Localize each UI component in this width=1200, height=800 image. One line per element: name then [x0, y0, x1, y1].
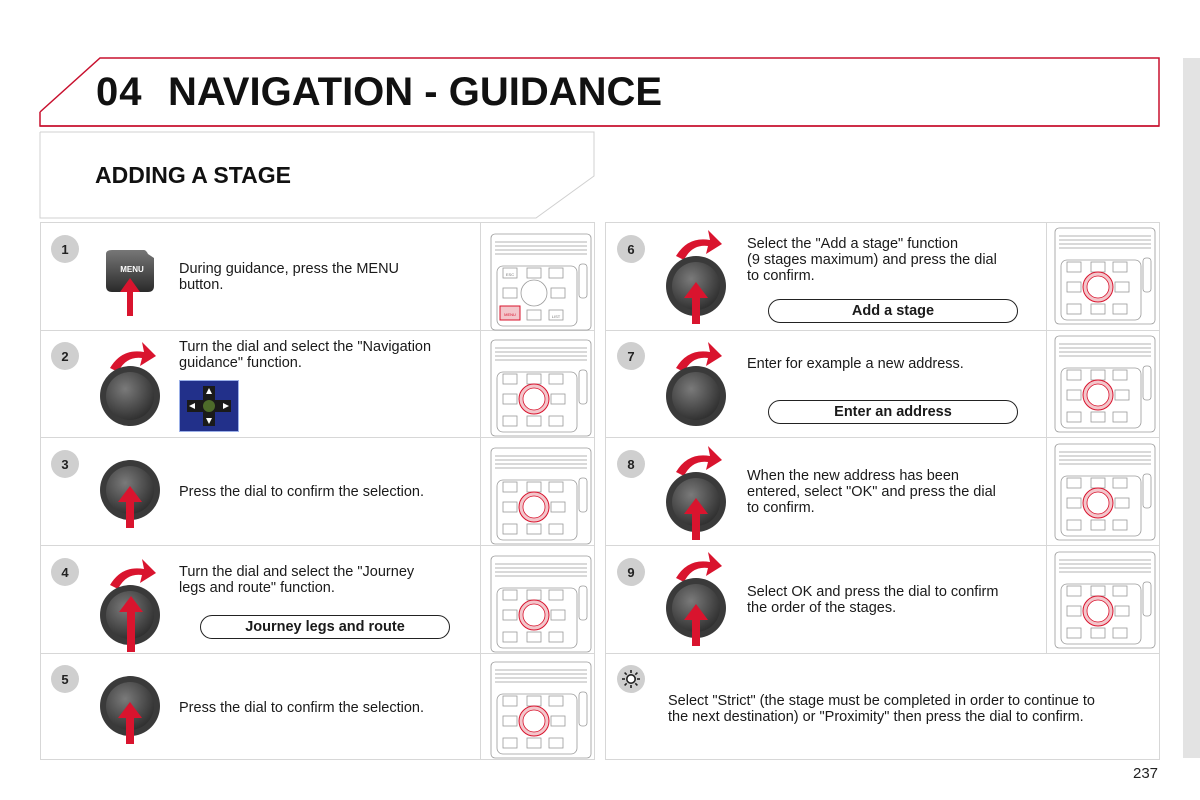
section-title-box: [0, 130, 600, 222]
dial-turn-icon: [96, 338, 166, 428]
side-tab-strip: [1183, 58, 1200, 758]
text-line: the next destination) or "Proximity" then press the dial to confirm.: [668, 709, 1084, 725]
control-panel-thumbnail: [489, 338, 593, 438]
dial-press-icon: [96, 668, 166, 748]
sun-tip-icon: [621, 669, 641, 689]
divider: [480, 222, 481, 654]
text-line: During guidance, press the MENU: [179, 261, 400, 277]
step-number-badge: 7: [617, 342, 645, 370]
step-number-badge: 2: [51, 342, 79, 370]
text-line: button.: [179, 277, 224, 293]
text-line: Select OK and press the dial to confirm: [747, 584, 999, 600]
step-number-badge: 6: [617, 235, 645, 263]
step-number-badge: 1: [51, 235, 79, 263]
control-panel-thumbnail: [1053, 226, 1157, 326]
section-title: ADDING A STAGE: [95, 162, 291, 188]
navigation-cross-icon: [179, 380, 239, 432]
text-line: Select "Strict" (the stage must be completed in order to continue to: [668, 693, 1095, 709]
step-2-text: [179, 339, 469, 371]
text-line: entered, select "OK" and press the dial: [747, 484, 996, 500]
page-number: 237: [1133, 765, 1159, 782]
step-number-badge: 9: [617, 558, 645, 586]
control-panel-thumbnail: [1053, 550, 1157, 650]
menu-button-icon: [100, 246, 160, 318]
step-number-badge: 3: [51, 450, 79, 478]
text-line: Press the dial to confirm the selection.: [179, 484, 425, 500]
text-line: to confirm.: [747, 500, 815, 516]
control-panel-thumbnail: [489, 232, 593, 332]
control-panel-thumbnail: [489, 446, 593, 546]
tip-badge: [617, 665, 645, 693]
control-panel-thumbnail: [489, 660, 593, 760]
text-line: to confirm.: [747, 268, 815, 284]
panel-list-label: LIST: [551, 314, 561, 319]
step-number-badge: 8: [617, 450, 645, 478]
step-4-text: [179, 564, 469, 596]
step-8-text: [747, 468, 1042, 516]
step-1-text: [179, 261, 469, 293]
text-line: the order of the stages.: [747, 600, 897, 616]
chapter-title: NAVIGATION - GUIDANCE: [168, 70, 663, 114]
journey-legs-button[interactable]: Journey legs and route: [200, 615, 450, 639]
text-line: Turn the dial and select the "Journey: [179, 564, 415, 580]
step-number-badge: 4: [51, 558, 79, 586]
control-panel-thumbnail: [1053, 442, 1157, 542]
control-panel-thumbnail: [489, 554, 593, 654]
step-5-text: [179, 700, 469, 716]
enter-address-button[interactable]: Enter an address: [768, 400, 1018, 424]
step-6-text: [747, 236, 1042, 284]
panel-menu-label: MENU: [504, 312, 516, 317]
step-number-badge: 5: [51, 665, 79, 693]
dial-turn-press-icon: [662, 548, 732, 648]
menu-button-label: MENU: [120, 265, 144, 274]
add-stage-button[interactable]: Add a stage: [768, 299, 1018, 323]
text-line: Select the "Add a stage" function: [747, 236, 959, 252]
text-line: (9 stages maximum) and press the dial: [747, 252, 997, 268]
step-7-text: [747, 356, 1042, 372]
step-3-text: [179, 484, 469, 500]
text-line: legs and route" function.: [179, 580, 335, 596]
panel-esc-label: ESC: [505, 272, 515, 277]
text-line: Press the dial to confirm the selection.: [179, 700, 425, 716]
text-line: Enter for example a new address.: [747, 356, 964, 372]
divider: [480, 653, 481, 760]
dial-press-icon: [96, 452, 166, 532]
tip-text: [668, 693, 1153, 725]
dial-turn-press-icon: [662, 226, 732, 326]
text-line: Turn the dial and select the "Navigation: [179, 339, 432, 355]
press-arrow-icon: [118, 596, 144, 654]
control-panel-thumbnail: [1053, 334, 1157, 434]
dial-turn-icon: [662, 338, 732, 428]
step-9-text: [747, 584, 1042, 616]
text-line: When the new address has been: [747, 468, 959, 484]
dial-turn-press-icon: [662, 442, 732, 542]
divider: [1046, 222, 1047, 654]
chapter-number: 04: [96, 70, 143, 114]
text-line: guidance" function.: [179, 355, 302, 371]
